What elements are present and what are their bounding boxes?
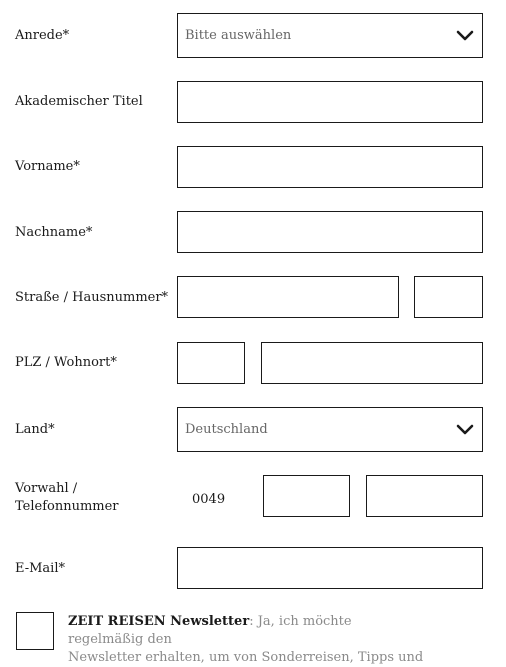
salutation-selected-value: Bitte auswählen	[185, 28, 292, 43]
city-input[interactable]	[261, 342, 483, 384]
first-name-input[interactable]	[177, 146, 483, 188]
salutation-select[interactable]	[177, 13, 483, 58]
country-label: Land*	[15, 422, 55, 437]
newsletter-text-line1: : Ja, ich möchte regelmäßig den	[68, 614, 352, 647]
email-input[interactable]	[177, 547, 483, 589]
phone-label-line1: Vorwahl /	[15, 481, 78, 496]
house-number-input[interactable]	[414, 276, 483, 318]
street-input[interactable]	[177, 276, 399, 318]
phone-label-line2: Telefonnummer	[15, 499, 119, 514]
chevron-down-icon	[456, 421, 474, 439]
first-name-label: Vorname*	[15, 159, 80, 174]
newsletter-text-line2: Newsletter erhalten, um von Sonderreisen, Tipps und	[68, 650, 424, 665]
country-selected-value: Deutschland	[185, 422, 268, 437]
email-label: E-Mail*	[15, 561, 66, 576]
street-label: Straße / Hausnummer*	[15, 290, 169, 305]
chevron-down-icon	[456, 27, 474, 45]
last-name-input[interactable]	[177, 211, 483, 253]
academic-title-input[interactable]	[177, 81, 483, 123]
salutation-label: Anrede*	[15, 28, 70, 43]
zip-input[interactable]	[177, 342, 245, 384]
phone-number-input[interactable]	[366, 475, 483, 517]
newsletter-text	[68, 613, 428, 667]
country-select[interactable]	[177, 407, 483, 452]
academic-title-label: Akademischer Titel	[15, 94, 143, 109]
last-name-label: Nachname*	[15, 225, 93, 240]
phone-area-code-input[interactable]	[263, 475, 350, 517]
newsletter-checkbox[interactable]	[16, 612, 54, 650]
city-label: PLZ / Wohnort*	[15, 355, 117, 370]
phone-country-prefix: 0049	[192, 492, 226, 507]
newsletter-title: ZEIT REISEN Newsletter	[68, 614, 250, 629]
